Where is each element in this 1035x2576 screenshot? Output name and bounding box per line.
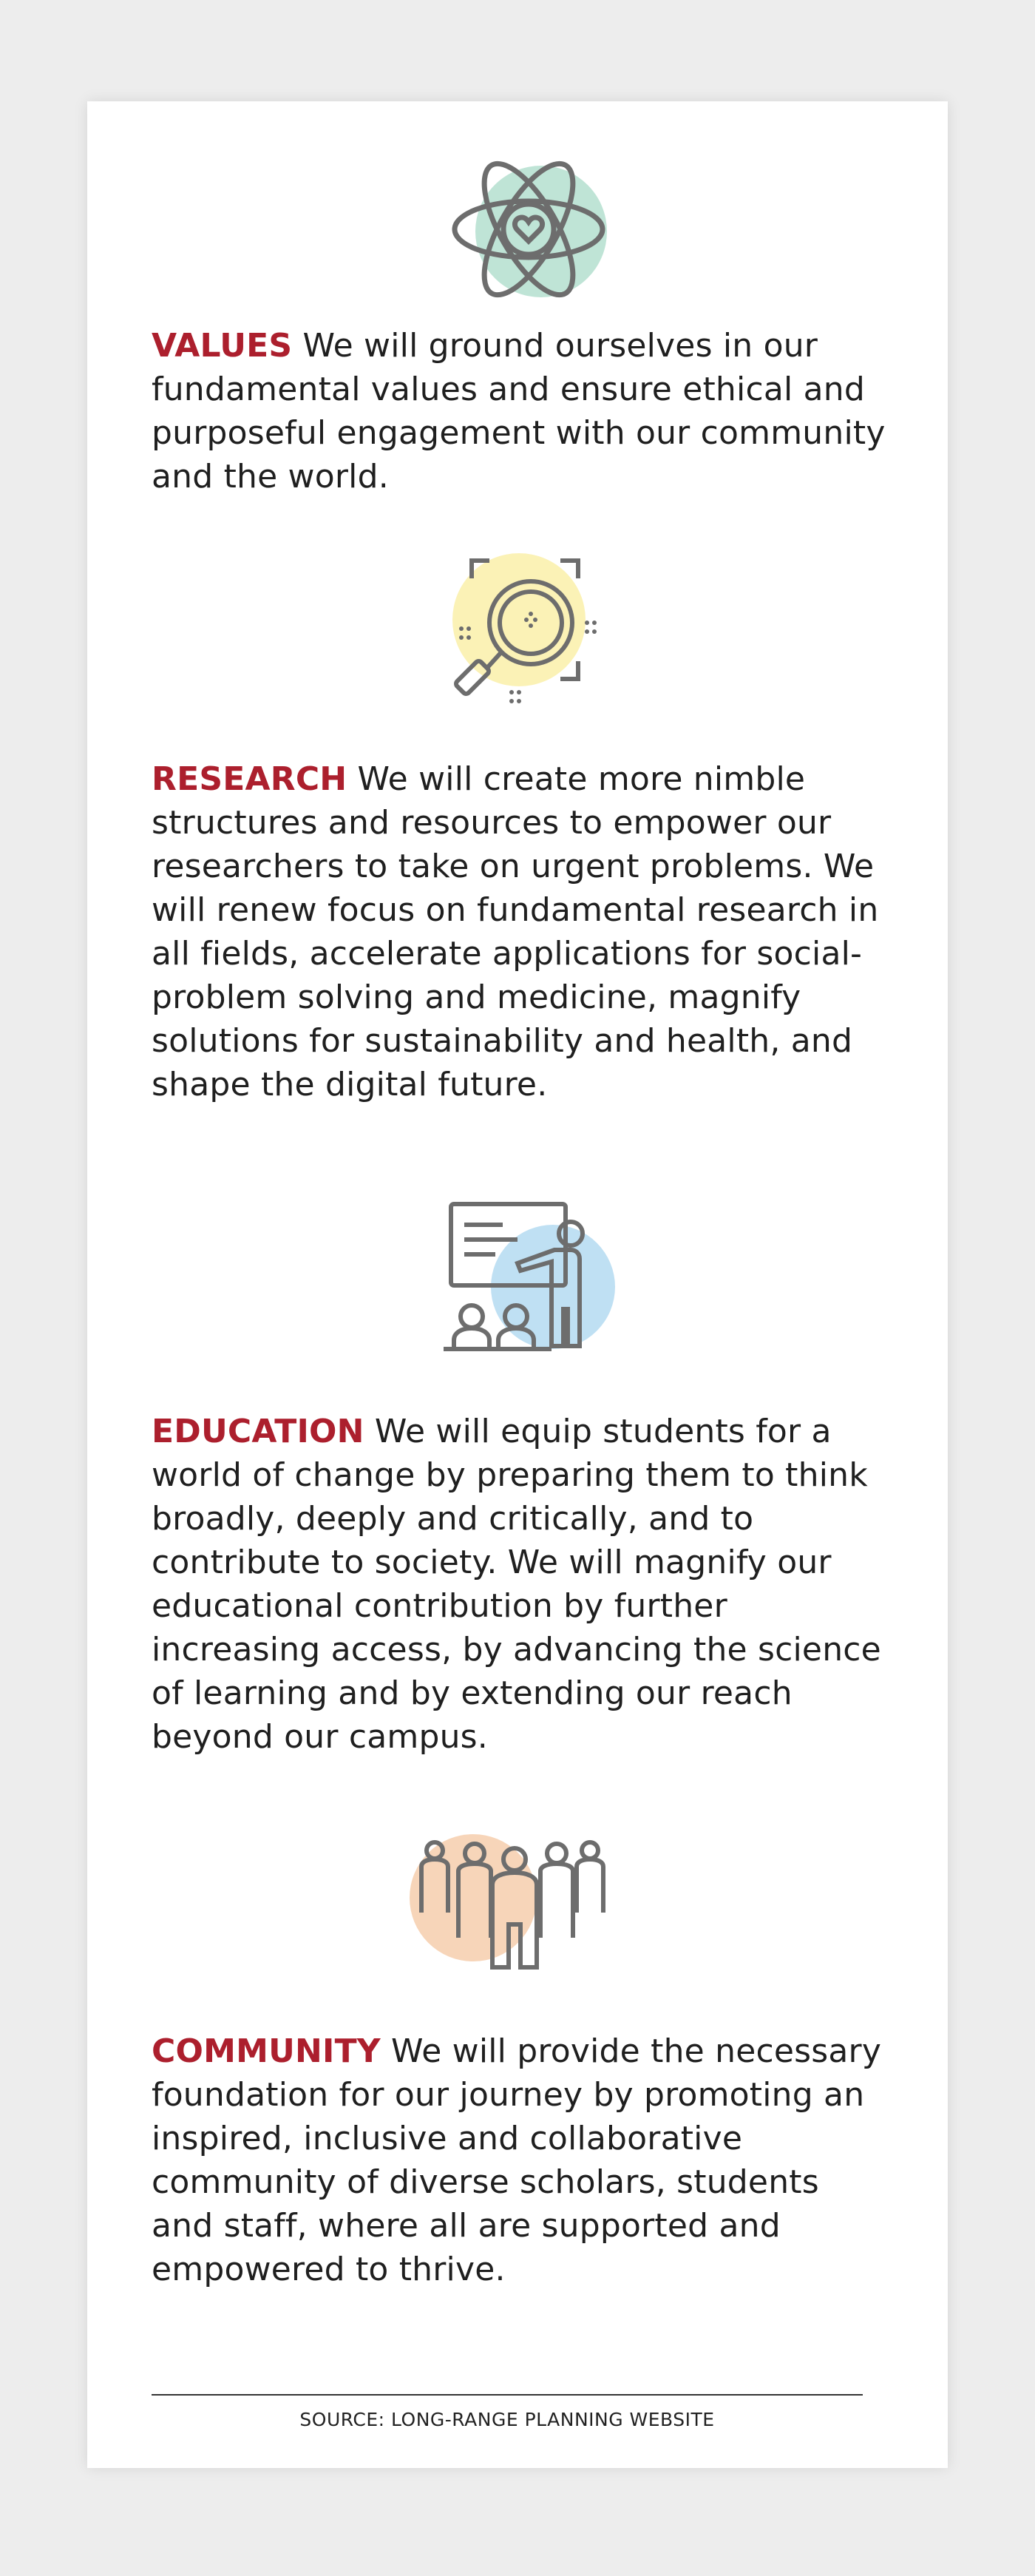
magnifying-glass-icon bbox=[444, 547, 606, 717]
values-text: We will ground ourselves in our fundamental values and ensure ethical and purposeful engagement with our community and the world. bbox=[152, 327, 886, 496]
people-group-icon bbox=[405, 1834, 620, 1982]
research-heading: RESEARCH bbox=[152, 760, 347, 798]
teacher-presentation-icon bbox=[444, 1198, 621, 1368]
source-divider bbox=[152, 2394, 863, 2396]
community-heading: COMMUNITY bbox=[152, 2032, 381, 2070]
atom-heart-icon bbox=[447, 148, 610, 311]
community-text: We will provide the necessary foundation for our journey by promoting an inspired, inclusive and collaborative community of diverse scholars, students and staff, where all are supported and empowered to thrive. bbox=[152, 2032, 882, 2288]
education-text: We will equip students for a world of change by preparing them to think broadly, deeply and critically, and to contribute to society. We will magnify our educational contribution by further increasing access, by advancing the science of learning and by extending our reach beyond our campus. bbox=[152, 1413, 881, 1756]
community-section bbox=[152, 2029, 891, 2291]
education-section bbox=[152, 1410, 891, 1759]
education-heading: EDUCATION bbox=[152, 1413, 364, 1450]
research-section bbox=[152, 757, 891, 1106]
research-text: We will create more nimble structures and resources to empower our researchers to take on urgent problems. We will renew focus on fundamental research in all fields, accelerate applications for social-problem solving and medicine, magnify solutions for sustainability and health, and shape the digital future. bbox=[152, 760, 879, 1103]
values-heading: VALUES bbox=[152, 327, 293, 365]
source-credit: SOURCE: LONG-RANGE PLANNING WEBSITE bbox=[299, 2409, 715, 2430]
values-section bbox=[152, 324, 891, 498]
